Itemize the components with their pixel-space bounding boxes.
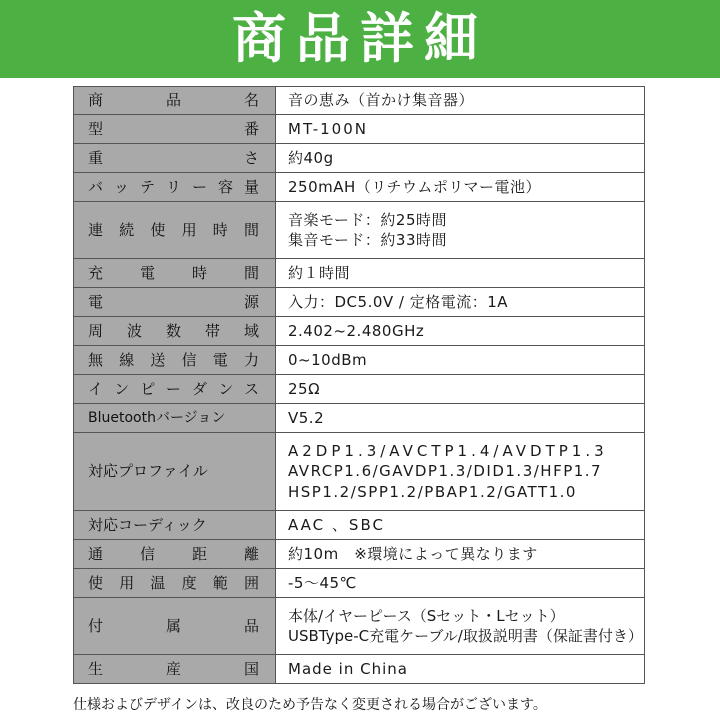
spec-label: 重さ <box>74 144 276 173</box>
spec-value: 音の恵み（首かけ集音器） <box>276 87 645 115</box>
spec-label: 対応コーディック <box>74 511 276 540</box>
spec-row-codec <box>74 511 645 540</box>
spec-label: 周波数帯域 <box>74 317 276 346</box>
spec-value: 約10m ※環境によって異なります <box>276 540 645 569</box>
spec-value: 音楽モード：約25時間 集音モード：約33時間 <box>276 202 645 259</box>
spec-label: 生産国 <box>74 655 276 684</box>
spec-value: 約40g <box>276 144 645 173</box>
spec-row-operating-temp <box>74 569 645 598</box>
spec-row-impedance <box>74 375 645 404</box>
spec-value: MT-100N <box>276 115 645 144</box>
spec-row-bluetooth-version <box>74 404 645 433</box>
spec-row-continuous-use <box>74 202 645 259</box>
spec-value: Made in China <box>276 655 645 684</box>
spec-value: 2.402~2.480GHz <box>276 317 645 346</box>
spec-label: バッテリー容量 <box>74 173 276 202</box>
spec-row-battery <box>74 173 645 202</box>
spec-value: 25Ω <box>276 375 645 404</box>
spec-label: 対応プロファイル <box>74 433 276 511</box>
spec-row-range <box>74 540 645 569</box>
spec-row-profiles <box>74 433 645 511</box>
spec-row-model <box>74 115 645 144</box>
spec-label: 型番 <box>74 115 276 144</box>
spec-value: V5.2 <box>276 404 645 433</box>
spec-row-country <box>74 655 645 684</box>
spec-value: 0~10dBm <box>276 346 645 375</box>
spec-label: Bluetoothバージョン <box>74 404 276 433</box>
spec-label: 付属品 <box>74 598 276 655</box>
spec-row-product-name <box>74 87 645 115</box>
spec-table <box>73 86 645 684</box>
spec-label: 使用温度範囲 <box>74 569 276 598</box>
spec-row-power <box>74 288 645 317</box>
spec-row-charge-time <box>74 259 645 288</box>
spec-label: インピーダンス <box>74 375 276 404</box>
spec-row-accessories <box>74 598 645 655</box>
page-title: 商品詳細 <box>232 7 488 70</box>
spec-row-tx-power <box>74 346 645 375</box>
spec-value: A2DP1.3/AVCTP1.4/AVDTP1.3 AVRCP1.6/GAVDP1.3/DID1.3/HFP1.7 HSP1.2/SPP1.2/PBAP1.2/GATT1.0 <box>276 433 645 511</box>
spec-value: AAC 、SBC <box>276 511 645 540</box>
spec-value: 入力：DC5.0V / 定格電流：1A <box>276 288 645 317</box>
spec-label: 連続使用時間 <box>74 202 276 259</box>
spec-value: -5～45℃ <box>276 569 645 598</box>
disclaimer-note: 仕様およびデザインは、改良のため予告なく変更される場合がございます。 <box>73 697 547 713</box>
spec-label: 無線送信電力 <box>74 346 276 375</box>
spec-value: 本体/イヤーピース（Sセット・Lセット） USBType-C充電ケーブル/取扱説明書（保証書付き） <box>276 598 645 655</box>
spec-label: 商品名 <box>74 87 276 115</box>
spec-label: 充電時間 <box>74 259 276 288</box>
header-banner <box>0 0 720 78</box>
spec-row-frequency <box>74 317 645 346</box>
spec-value: 250mAH（リチウムポリマー電池） <box>276 173 645 202</box>
spec-row-weight <box>74 144 645 173</box>
spec-value: 約１時間 <box>276 259 645 288</box>
spec-label: 通信距離 <box>74 540 276 569</box>
spec-label: 電源 <box>74 288 276 317</box>
